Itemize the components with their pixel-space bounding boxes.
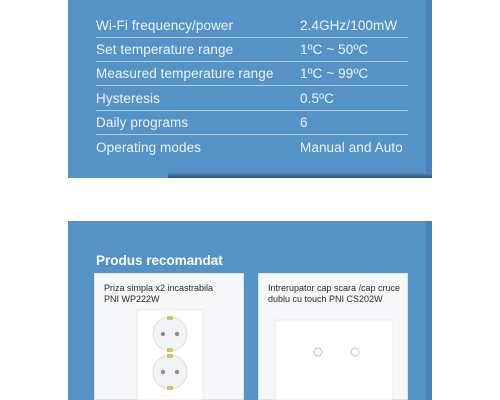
spec-row-hysteresis <box>96 87 408 111</box>
spec-label: Set temperature range <box>96 42 234 57</box>
box-edge <box>426 221 432 400</box>
spec-value: Manual and Auto <box>300 140 403 155</box>
spec-value: 2.4GHz/100mW <box>300 18 398 33</box>
box-shadow-edge <box>168 173 432 178</box>
spec-row-measured-temp <box>96 62 408 86</box>
row-divider <box>96 85 408 86</box>
spec-value: 0.5ºC <box>300 91 334 106</box>
socket-outlet-icon <box>153 354 187 390</box>
spec-label: Operating modes <box>96 140 202 155</box>
product-card-socket[interactable] <box>94 273 244 400</box>
spec-box <box>68 0 432 178</box>
product-name: Priza simpla x2 incastrabila PNI WP222W <box>104 283 214 304</box>
spec-label: Daily programs <box>96 115 189 130</box>
double-socket-image <box>129 308 211 400</box>
spec-label: Measured temperature range <box>96 66 274 81</box>
spec-row-operating-modes <box>96 136 408 160</box>
row-divider <box>96 134 408 135</box>
socket-outlet-icon <box>153 316 187 352</box>
spec-value: 1ºC ~ 50ºC <box>300 42 369 57</box>
recommended-title: Produs recomandat <box>96 253 223 268</box>
product-name: Intrerupator cap scara /cap cruce dublu cu touch PNI CS202W <box>268 283 401 304</box>
recommended-box <box>68 221 432 400</box>
spec-value: 6 <box>300 115 308 130</box>
spec-row-wifi <box>96 14 408 38</box>
spec-row-set-temp <box>96 38 408 62</box>
spec-value: 1ºC ~ 99ºC <box>300 66 369 81</box>
product-card-switch[interactable] <box>258 273 408 400</box>
spec-label: Wi-Fi frequency/power <box>96 18 234 33</box>
spec-row-daily-programs <box>96 111 408 135</box>
touch-switch-image <box>273 314 395 400</box>
box-edge <box>426 0 432 178</box>
spec-label: Hysteresis <box>96 91 161 106</box>
